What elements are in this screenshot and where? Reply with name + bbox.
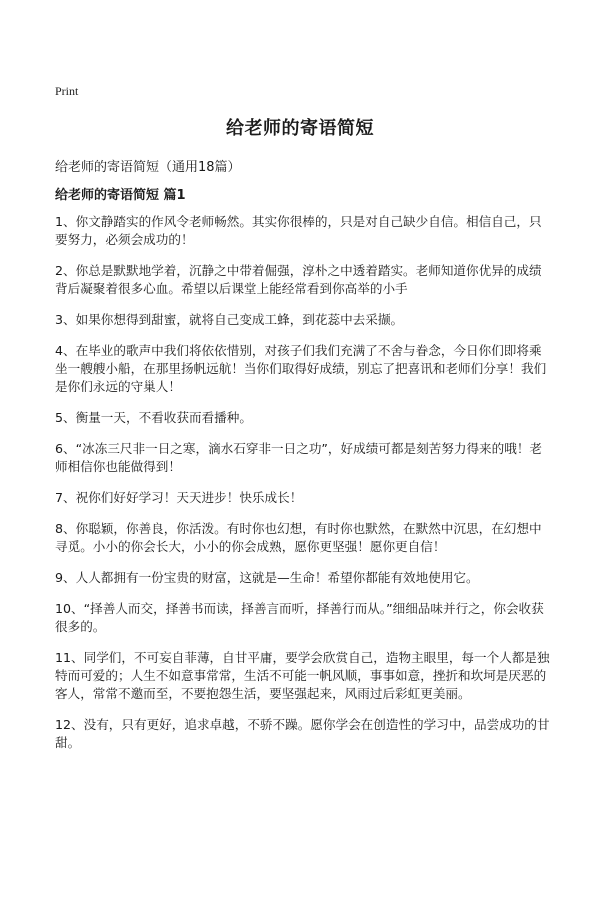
section-heading: 给老师的寄语简短 篇1: [55, 188, 186, 203]
paragraph-10: 10、“择善人而交，择善书而读，择善言而听，择善行而从。”细细品味并行之，你会收获很多的。: [55, 601, 544, 634]
paragraph-3: 3、如果你想得到甜蜜，就将自己变成工蜂，到花蕊中去采撷。: [55, 312, 404, 327]
paragraph-12: 12、没有，只有更好，追求卓越，不骄不躁。愿你学会在创造性的学习中，品尝成功的甘甜。: [55, 717, 550, 750]
page-title: 给老师的寄语简短: [226, 118, 374, 139]
print-link[interactable]: Print: [55, 84, 79, 98]
paragraph-6: 6、“冰冻三尺非一日之寒，滴水石穿非一日之功”，好成绩可都是刻苦努力得来的哦！老师相信你也能做得到！: [55, 441, 543, 474]
paragraph-7: 7、祝你们好好学习！天天进步！快乐成长！: [55, 490, 303, 505]
paragraph-8: 8、你聪颖，你善良，你活泼。有时你也幻想，有时你也默然，在默然中沉思，在幻想中寻觅。小小的你会长大，小小的你会成熟，愿你更坚强！愿你更自信！: [55, 521, 542, 554]
document-subtitle: 给老师的寄语简短（通用18篇）: [55, 160, 241, 175]
paragraph-11: 11、同学们，不可妄自菲薄，自甘平庸，要学会欣赏自己，造物主眼里，每一个人都是独特而可爱的；人生不如意事常常，生活不可能一帆风顺，事事如意，挫折和坎坷是厌恶的客人，常常不邀而至，不要抱怨生活，要坚强起来，风雨过后彩虹更美丽。: [55, 650, 550, 701]
paragraph-5: 5、衡量一天，不看收获而看播种。: [55, 410, 252, 425]
paragraph-1: 1、你文静踏实的作风令老师畅然。其实你很棒的，只是对自己缺少自信。相信自己，只要努力，必须会成功的！: [55, 214, 542, 247]
paragraph-9: 9、人人都拥有一份宝贵的财富，这就是—生命！希望你都能有效地使用它。: [55, 570, 479, 585]
article-body: [55, 213, 553, 765]
paragraph-2: 2、你总是默默地学着，沉静之中带着倔强，淳朴之中透着踏实。老师知道你优异的成绩背后凝聚着很多心血。希望以后课堂上能经常看到你高举的小手: [55, 263, 542, 296]
paragraph-4: 4、在毕业的歌声中我们将依依惜别，对孩子们我们充满了不舍与眷念，今日你们即将乘坐一艘艘小船，在那里扬帆远航！当你们取得好成绩，别忘了把喜讯和老师们分享！我们是你们永远的守巢人！: [55, 343, 547, 394]
